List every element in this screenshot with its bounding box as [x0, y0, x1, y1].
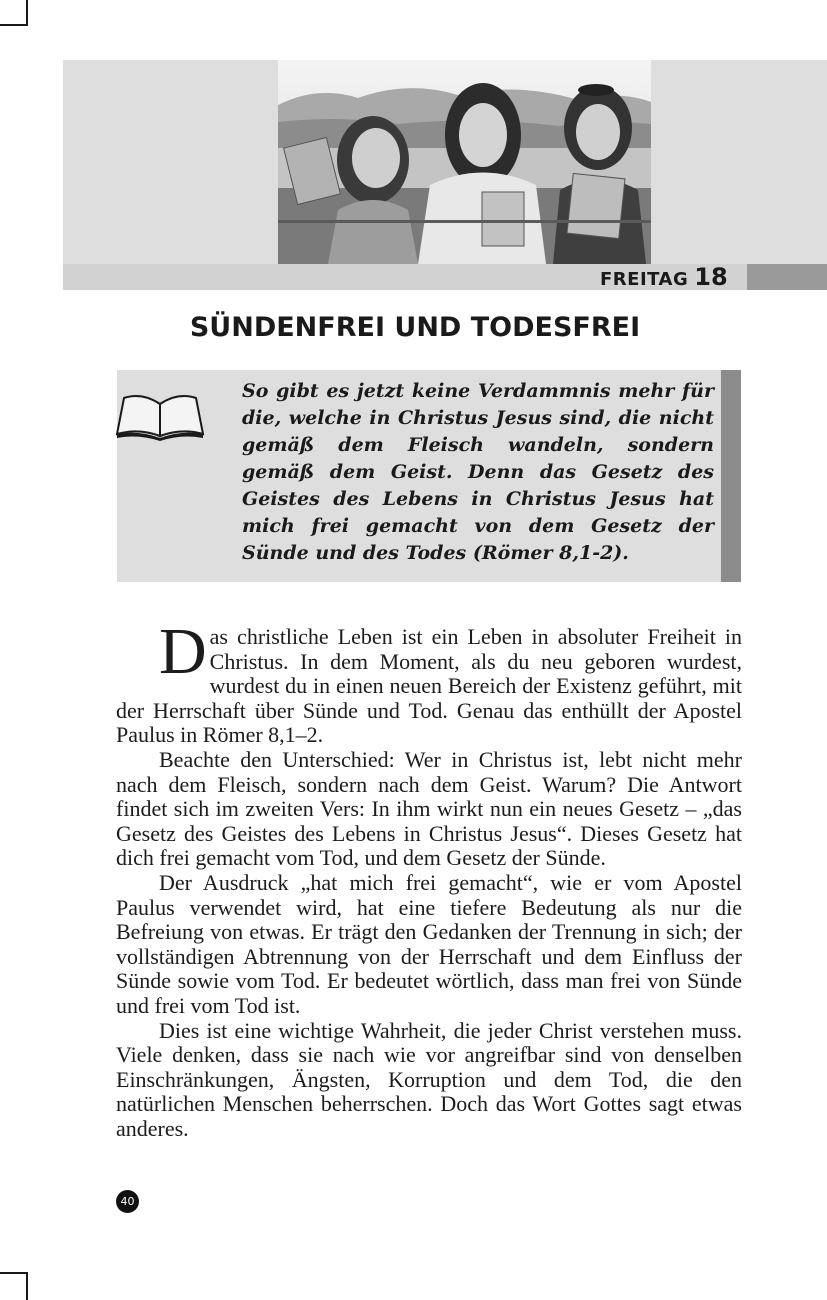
open-book-icon — [114, 390, 206, 446]
header-photo — [278, 60, 651, 264]
crop-mark-top-horizontal — [0, 24, 28, 26]
body-text — [116, 615, 742, 1141]
day-label — [600, 263, 728, 291]
crop-mark-bottom-vertical — [26, 1272, 28, 1300]
paragraph-1-text: as christliche Leben ist ein Leben in absoluter Freiheit in Christus. In dem Moment, als du neu geboren wurdest, wurdest du in einen neuen Bereich der Existenz geführt, mit der Herrschaft über Sünde und Tod. Genau das enthüllt der Apostel Paulus in Römer 8,1–2. — [116, 624, 742, 748]
page-number-badge: 40 — [116, 1190, 139, 1213]
page-title: SÜNDENFREI UND TODESFREI — [189, 312, 641, 343]
day-name: FREITAG — [600, 269, 689, 290]
verse-box-edge — [721, 370, 741, 582]
paragraph-2: Beachte den Unterschied: Wer in Christus ist, lebt nicht mehr nach dem Fleisch, sondern nach dem Geist. Warum? Die Antwort findet sich im zweiten Vers: In ihm wirkt nun ein neues Gesetz – „das Gesetz des Geistes des Lebens in Christus Jesus“. Dieses Gesetz hat dich frei gemacht vom Tod, und dem Gesetz der Sünde. — [116, 746, 742, 871]
paragraph-3: Der Ausdruck „hat mich frei gemacht“, wie er vom Apostel Paulus verwendet wird, hat eine tiefere Bedeutung als nur die Befreiung von etwas. Er trägt den Gedanken der Trennung in sich; der vollständigen Abtrennung von der Herrschaft und dem Einfluss der Sünde sowie vom Tod. Er bedeutet wörtlich, dass man frei von Sünde und frei vom Tod ist. — [116, 869, 742, 1018]
paragraph-1 — [116, 615, 742, 748]
crop-mark-bottom-horizontal — [0, 1272, 28, 1274]
paragraph-4: Dies ist eine wichtige Wahrheit, die jeder Christ verstehen muss. Viele denken, dass sie nach wie vor angreifbar sind von denselben Einschränkungen, Ängsten, Korruption und dem Tod, die den natürlichen Menschen beherrschen. Doch das Wort Gottes sagt etwas anderes. — [116, 1017, 742, 1141]
verse-text: So gibt es jetzt keine Verdammnis mehr für die, welche in Christus Jesus sind, die nicht gemäß dem Fleisch wandeln, sondern gemäß dem Geist. Denn das Gesetz des Geistes des Lebens in Christus Jesus hat mich frei gemacht von dem Gesetz der Sünde und des Todes (Römer 8,1-2). — [242, 380, 714, 564]
day-bar-accent — [747, 264, 827, 290]
crop-mark-top-vertical — [26, 0, 28, 26]
day-number: 18 — [694, 263, 728, 291]
drop-cap: D — [159, 615, 207, 688]
